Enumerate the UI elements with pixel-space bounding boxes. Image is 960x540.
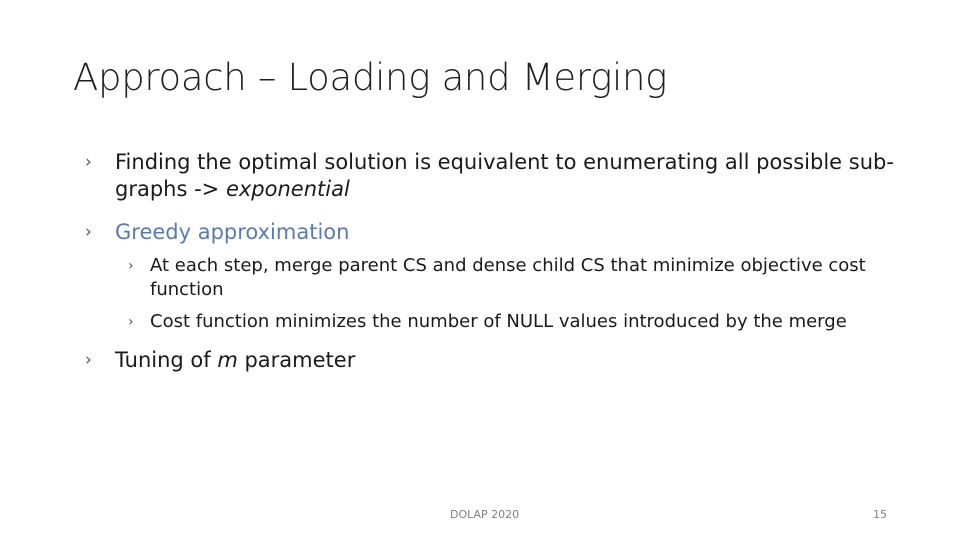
bullet-3-text-c: parameter — [237, 348, 356, 372]
subbullet-1-text: At each step, merge parent CS and dense child CS that minimize objective cost function — [150, 255, 866, 300]
subbullet-2 — [128, 310, 920, 334]
subbullet-chevron-icon: › — [128, 314, 134, 330]
subbullet-chevron-icon: › — [128, 258, 134, 274]
bullet-2 — [85, 219, 915, 246]
bullet-2-text: Greedy approximation — [115, 220, 350, 244]
bullet-3 — [85, 347, 915, 374]
bullet-chevron-icon: › — [85, 152, 92, 172]
page-number: 15 — [873, 508, 887, 521]
bullet-1 — [85, 149, 915, 203]
bullet-3-text-a: Tuning of — [115, 348, 218, 372]
subbullet-2-text: Cost function minimizes the number of NULL values introduced by the merge — [150, 311, 847, 332]
bullet-chevron-icon: › — [85, 350, 92, 370]
bullet-3-param: m — [217, 348, 238, 372]
slide-title: Approach – Loading and Merging — [73, 56, 668, 99]
footer-text: DOLAP 2020 — [450, 508, 520, 521]
bullet-1-emphasis: exponential — [225, 177, 350, 201]
bullet-1-text: Finding the optimal solution is equivalent to enumerating all possible sub-graphs -> — [115, 150, 894, 201]
bullet-chevron-icon: › — [85, 222, 92, 242]
subbullet-1 — [128, 254, 920, 302]
